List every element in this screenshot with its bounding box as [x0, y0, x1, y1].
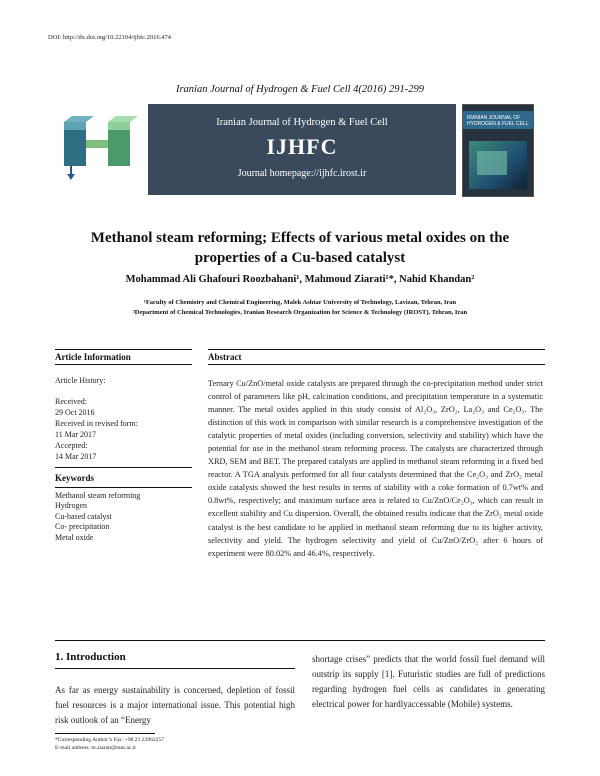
banner-abbreviation: IJHFC — [266, 134, 338, 159]
introduction-heading: 1. Introduction — [55, 651, 126, 663]
introduction-right-column: shortage crises” predicts that the world fossil fuel demand will outstrip its supply [1]. Futuristic studies are full of predictions regarding hydrogen fuel cells as candidates in generating electrical power for hardlyaccessable (Mobile) systems. — [312, 654, 545, 709]
keyword-item: Cu-based catalyst — [55, 511, 112, 521]
accepted-date: 14 Mar 2017 — [55, 452, 97, 461]
received-label: Received: — [55, 397, 87, 406]
hydrogen-molecule-logo-icon — [50, 104, 142, 194]
abstract-bottom-rule — [208, 364, 545, 365]
cover-title: IRANIAN JOURNAL OF HYDROGEN & FUEL CELL — [467, 115, 529, 127]
received-date: 29 Oct 2016 — [55, 408, 95, 417]
corresponding-author-fax: *Corresponding Author’s Fax: +98 21 22962257 — [55, 737, 165, 743]
abstract-top-rule — [208, 349, 545, 350]
keyword-item: Co- precipitation — [55, 522, 110, 532]
article-info-heading: Article Information — [55, 352, 131, 362]
journal-banner — [148, 104, 456, 195]
banner-journal-name: Iranian Journal of Hydrogen & Fuel Cell — [216, 117, 388, 128]
abstract-heading: Abstract — [208, 352, 242, 362]
paper-authors: Mohammad Ali Ghafouri Roozbahani¹, Mahmoud Ziarati¹*, Nahid Khandan² — [125, 274, 475, 285]
introduction-rule — [55, 668, 295, 669]
article-info-top-rule — [55, 349, 192, 350]
journal-logo — [50, 104, 142, 194]
keyword-item: Methanol steam reforming — [55, 491, 141, 500]
revised-date: 11 Mar 2017 — [55, 430, 97, 439]
keyword-item: Metal oxide — [55, 532, 94, 542]
keywords-top-rule — [55, 467, 192, 468]
introduction-left-column: As far as energy sustainability is concerned, depletion of fossil fuel resources is a major international issue. This potential high risk outlook of an “Energy — [55, 685, 295, 725]
paper-title: Methanol steam reforming; Effects of various metal oxides on the properties of a Cu-based catalyst — [90, 230, 510, 266]
accepted-label: Accepted: — [55, 441, 88, 450]
banner-homepage-link[interactable]: Journal homepage://ijhfc.irost.ir — [237, 168, 367, 179]
abstract-end-rule — [55, 640, 545, 641]
affiliation-1: ¹Faculty of Chemistry and Chemical Engineering, Malek Ashtar University of Technology, Lavizan, Tehran, Iran — [143, 299, 457, 306]
journal-cover-thumbnail — [462, 104, 534, 197]
footnote-rule — [55, 733, 155, 734]
article-info-bottom-rule — [55, 364, 192, 365]
keywords-bottom-rule — [55, 487, 192, 488]
article-history-label: Article History: — [55, 376, 106, 385]
corresponding-author-email[interactable]: E-mail address: m.ziarati@mut.ac.ir — [55, 745, 137, 751]
journal-citation: Iranian Journal of Hydrogen & Fuel Cell 4(2016) 291-299 — [175, 84, 425, 95]
doi-line[interactable]: DOI: http://dx.doi.org/10.22104/ijhfc.2016.474 — [48, 34, 172, 41]
cover-image-detail — [477, 151, 507, 175]
keywords-heading: Keywords — [55, 473, 94, 483]
keyword-item: Hydrogen — [55, 501, 87, 511]
affiliation-2: ²Department of Chemical Technologies, Iranian Research Organization for Science & Technology (IROST), Tehran, Iran — [132, 309, 468, 316]
keywords-list — [55, 491, 140, 543]
revised-label: Received in revised form: — [55, 419, 138, 428]
abstract-text: Ternary Cu/ZnO/metal oxide catalysts are prepared through the co-precipitation method under strict control of parameters like pH, calcination conditions, and precipitation temperature in a systematic manner. The metal oxides applied in this study consist of Al₂O₃, ZrO₂, La₂O₃ and Ce₂O₃. The distinction of this work in comparison with similar research is a comprehensive investigation of the catalytic properties of metal oxides (including conversion, selectivity and stability) which have the potential for use in the methanol steam reforming process. The catalysts are characterized through XRD, SEM and BET. The prepared catalysts are applied in methanol steam reforming in a fixed bed reactor. A TGA analysis performed for all four catalysts determined that the Ce₂O₃ and ZrO₂ metal oxide catalysts showed the best results in terms of stability with a coke formation of 0.7wt% and 0.8wt%, respectively; and maximum surface area is related to Cu/ZnO/Ce₂O₃, which can result in excellent stability and Cu dispersion. Overall, the obtained results indicate that the ZrO₂ metal oxide catalyst is the best candidate to be applied in methanol steam reforming due to its higher activity, selectivity and yield. The hydrogen selectivity and yield of Cu/ZnO/ZrO₂ after 6 hours of experiment were 80.02% and 46.4%, respectively. — [208, 379, 543, 558]
